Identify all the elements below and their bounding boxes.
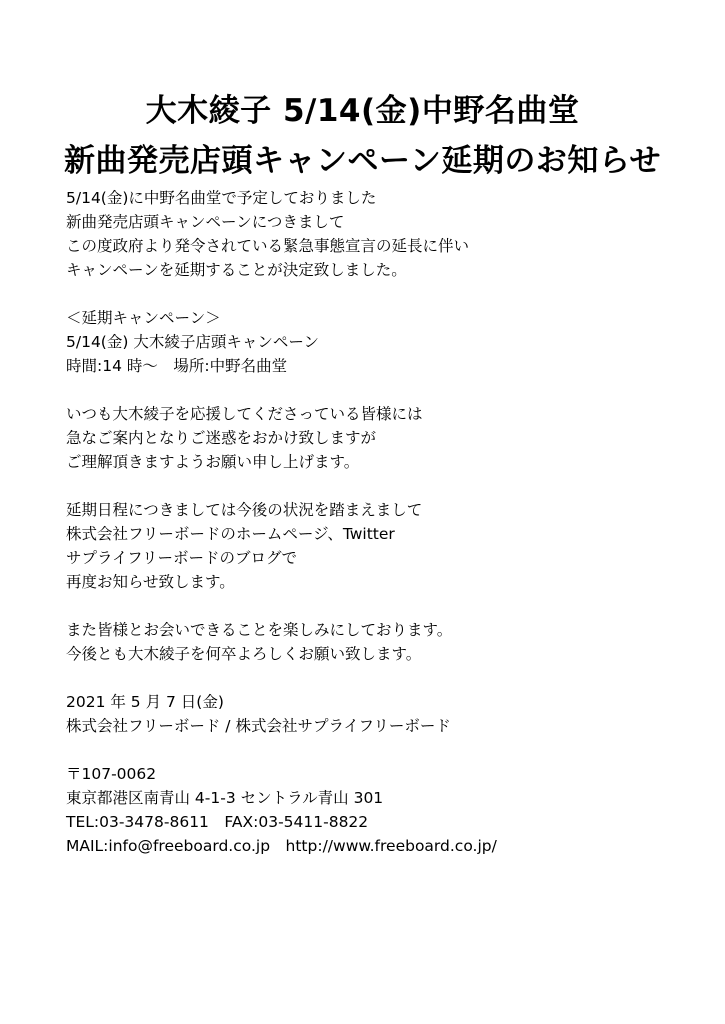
paragraph-campaign-details: [66, 306, 706, 378]
paragraph-announcement: [66, 186, 706, 282]
text-line: いつも大木綾子を応援してくださっている皆様には: [66, 405, 423, 423]
text-line: 東京都港区南青山 4-1-3 セントラル青山 301: [66, 789, 384, 807]
text-line: キャンペーンを延期することが決定致しました。: [66, 261, 407, 279]
paragraph-contact: [66, 762, 706, 858]
text-line: 株式会社フリーボード / 株式会社サプライフリーボード: [66, 717, 451, 735]
text-line: 急なご案内となりご迷惑をおかけ致しますが: [66, 429, 377, 447]
text-line: 5/14(金)に中野名曲堂で予定しておりました: [66, 189, 377, 207]
text-line: 時間:14 時～ 場所:中野名曲堂: [66, 357, 288, 375]
text-line: 延期日程につきましては今後の状況を踏まえまして: [66, 501, 423, 519]
text-line: また皆様とお会いできることを楽しみにしております。: [66, 621, 453, 639]
text-line: TEL:03-3478-8611 FAX:03-5411-8822: [66, 813, 369, 831]
notice-title: [0, 86, 725, 186]
text-line: ＜延期キャンペーン＞: [66, 309, 221, 327]
paragraph-gap: [66, 738, 706, 762]
text-line: サプライフリーボードのブログで: [66, 549, 297, 567]
paragraph-gap: [66, 378, 706, 402]
text-line: 株式会社フリーボードのホームページ、Twitter: [66, 525, 395, 543]
paragraph-gap: [66, 594, 706, 618]
paragraph-closing: [66, 618, 706, 666]
paragraph-date-signature: [66, 690, 706, 738]
text-line: この度政府より発令されている緊急事態宣言の延長に伴い: [66, 237, 470, 255]
text-line: 2021 年 5 月 7 日(金): [66, 693, 224, 711]
paragraph-reschedule-notice: [66, 498, 706, 594]
text-line: ご理解頂きますようお願い申し上げます。: [66, 453, 360, 471]
text-line: 5/14(金) 大木綾子店頭キャンペーン: [66, 333, 320, 351]
text-line: MAIL:info@freeboard.co.jp http://www.freeboard.co.jp/: [66, 837, 497, 855]
text-line: 今後とも大木綾子を何卒よろしくお願い致します。: [66, 645, 422, 663]
title-line-1: 大木綾子 5/14(金)中野名曲堂: [145, 93, 580, 129]
paragraph-gap: [66, 474, 706, 498]
notice-body: [66, 186, 706, 858]
paragraph-gap: [66, 666, 706, 690]
text-line: 〒107-0062: [66, 765, 157, 783]
paragraph-apology: [66, 402, 706, 474]
paragraph-gap: [66, 282, 706, 306]
text-line: 新曲発売店頭キャンペーンにつきまして: [66, 213, 345, 231]
title-line-2: 新曲発売店頭キャンペーン延期のお知らせ: [64, 143, 661, 179]
text-line: 再度お知らせ致します。: [66, 573, 235, 591]
